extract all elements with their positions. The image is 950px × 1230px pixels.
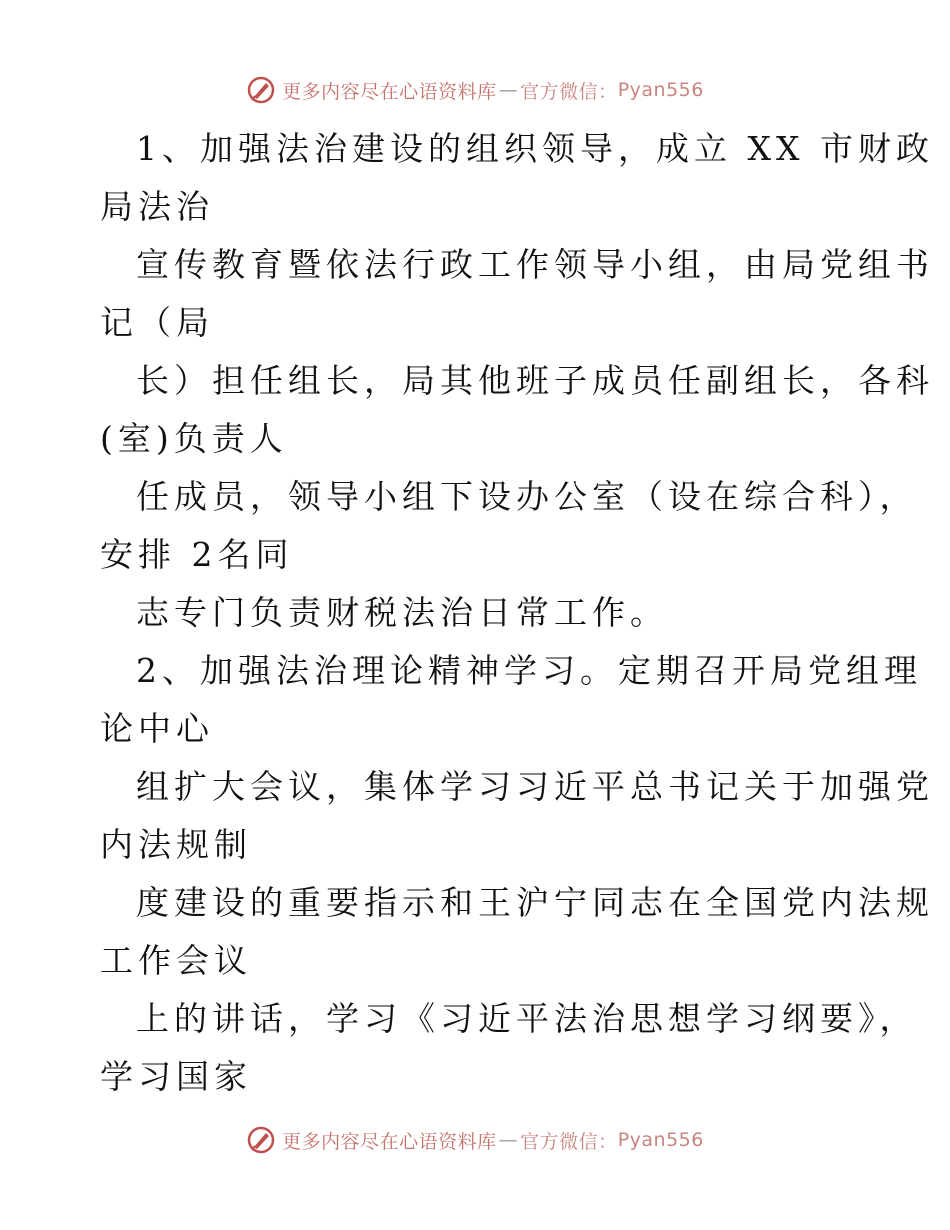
text-line: 内法规制 — [100, 825, 252, 864]
watermark-dash: — — [498, 79, 519, 101]
watermark-wechat-label: 官方微信： — [520, 80, 618, 103]
text-line: 度建设的重要指示和王沪宁同志在全国党内法规 — [136, 883, 934, 922]
text-line: 宣传教育暨依法行政工作领导小组，由局党组书 — [136, 245, 934, 284]
text-line: 安排 2名同 — [100, 535, 294, 574]
watermark-brand: 更多内容尽在心语资料库 — [282, 1130, 497, 1153]
text-line: 长）担任组长，局其他班子成员任副组长，各科 — [136, 361, 934, 400]
text-line: 1、加强法治建设的组织领导，成立 XX 市财政 — [136, 129, 934, 168]
text-line: 上的讲话，学习《习近平法治思想学习纲要》， — [136, 999, 918, 1038]
watermark-wechat-id: Pyan556 — [617, 79, 704, 101]
text-line: 局法治 — [100, 187, 214, 226]
watermark-wechat-label: 官方微信： — [520, 1130, 618, 1153]
document-body — [100, 120, 934, 1106]
footer-watermark — [0, 1120, 950, 1160]
text-line: 志专门负责财税法治日常工作。 — [136, 593, 668, 632]
header-watermark — [0, 70, 950, 110]
text-line: 学习国家 — [100, 1057, 252, 1096]
watermark-wechat-id: Pyan556 — [617, 1129, 704, 1151]
text-line: 任成员，领导小组下设办公室（设在综合科）， — [136, 477, 918, 516]
text-line: 论中心 — [100, 709, 214, 748]
text-line: 组扩大会议，集体学习习近平总书记关于加强党 — [136, 767, 934, 806]
text-line: 记（局 — [100, 303, 214, 342]
text-line: 2、加强法治理论精神学习。定期召开局党组理 — [136, 651, 922, 690]
text-line: 工作会议 — [100, 941, 252, 980]
watermark-dash: — — [498, 1129, 519, 1151]
quill-logo-icon — [246, 75, 276, 105]
quill-logo-icon — [246, 1125, 276, 1155]
text-line: (室)负责人 — [100, 419, 288, 458]
watermark-brand: 更多内容尽在心语资料库 — [282, 80, 497, 103]
